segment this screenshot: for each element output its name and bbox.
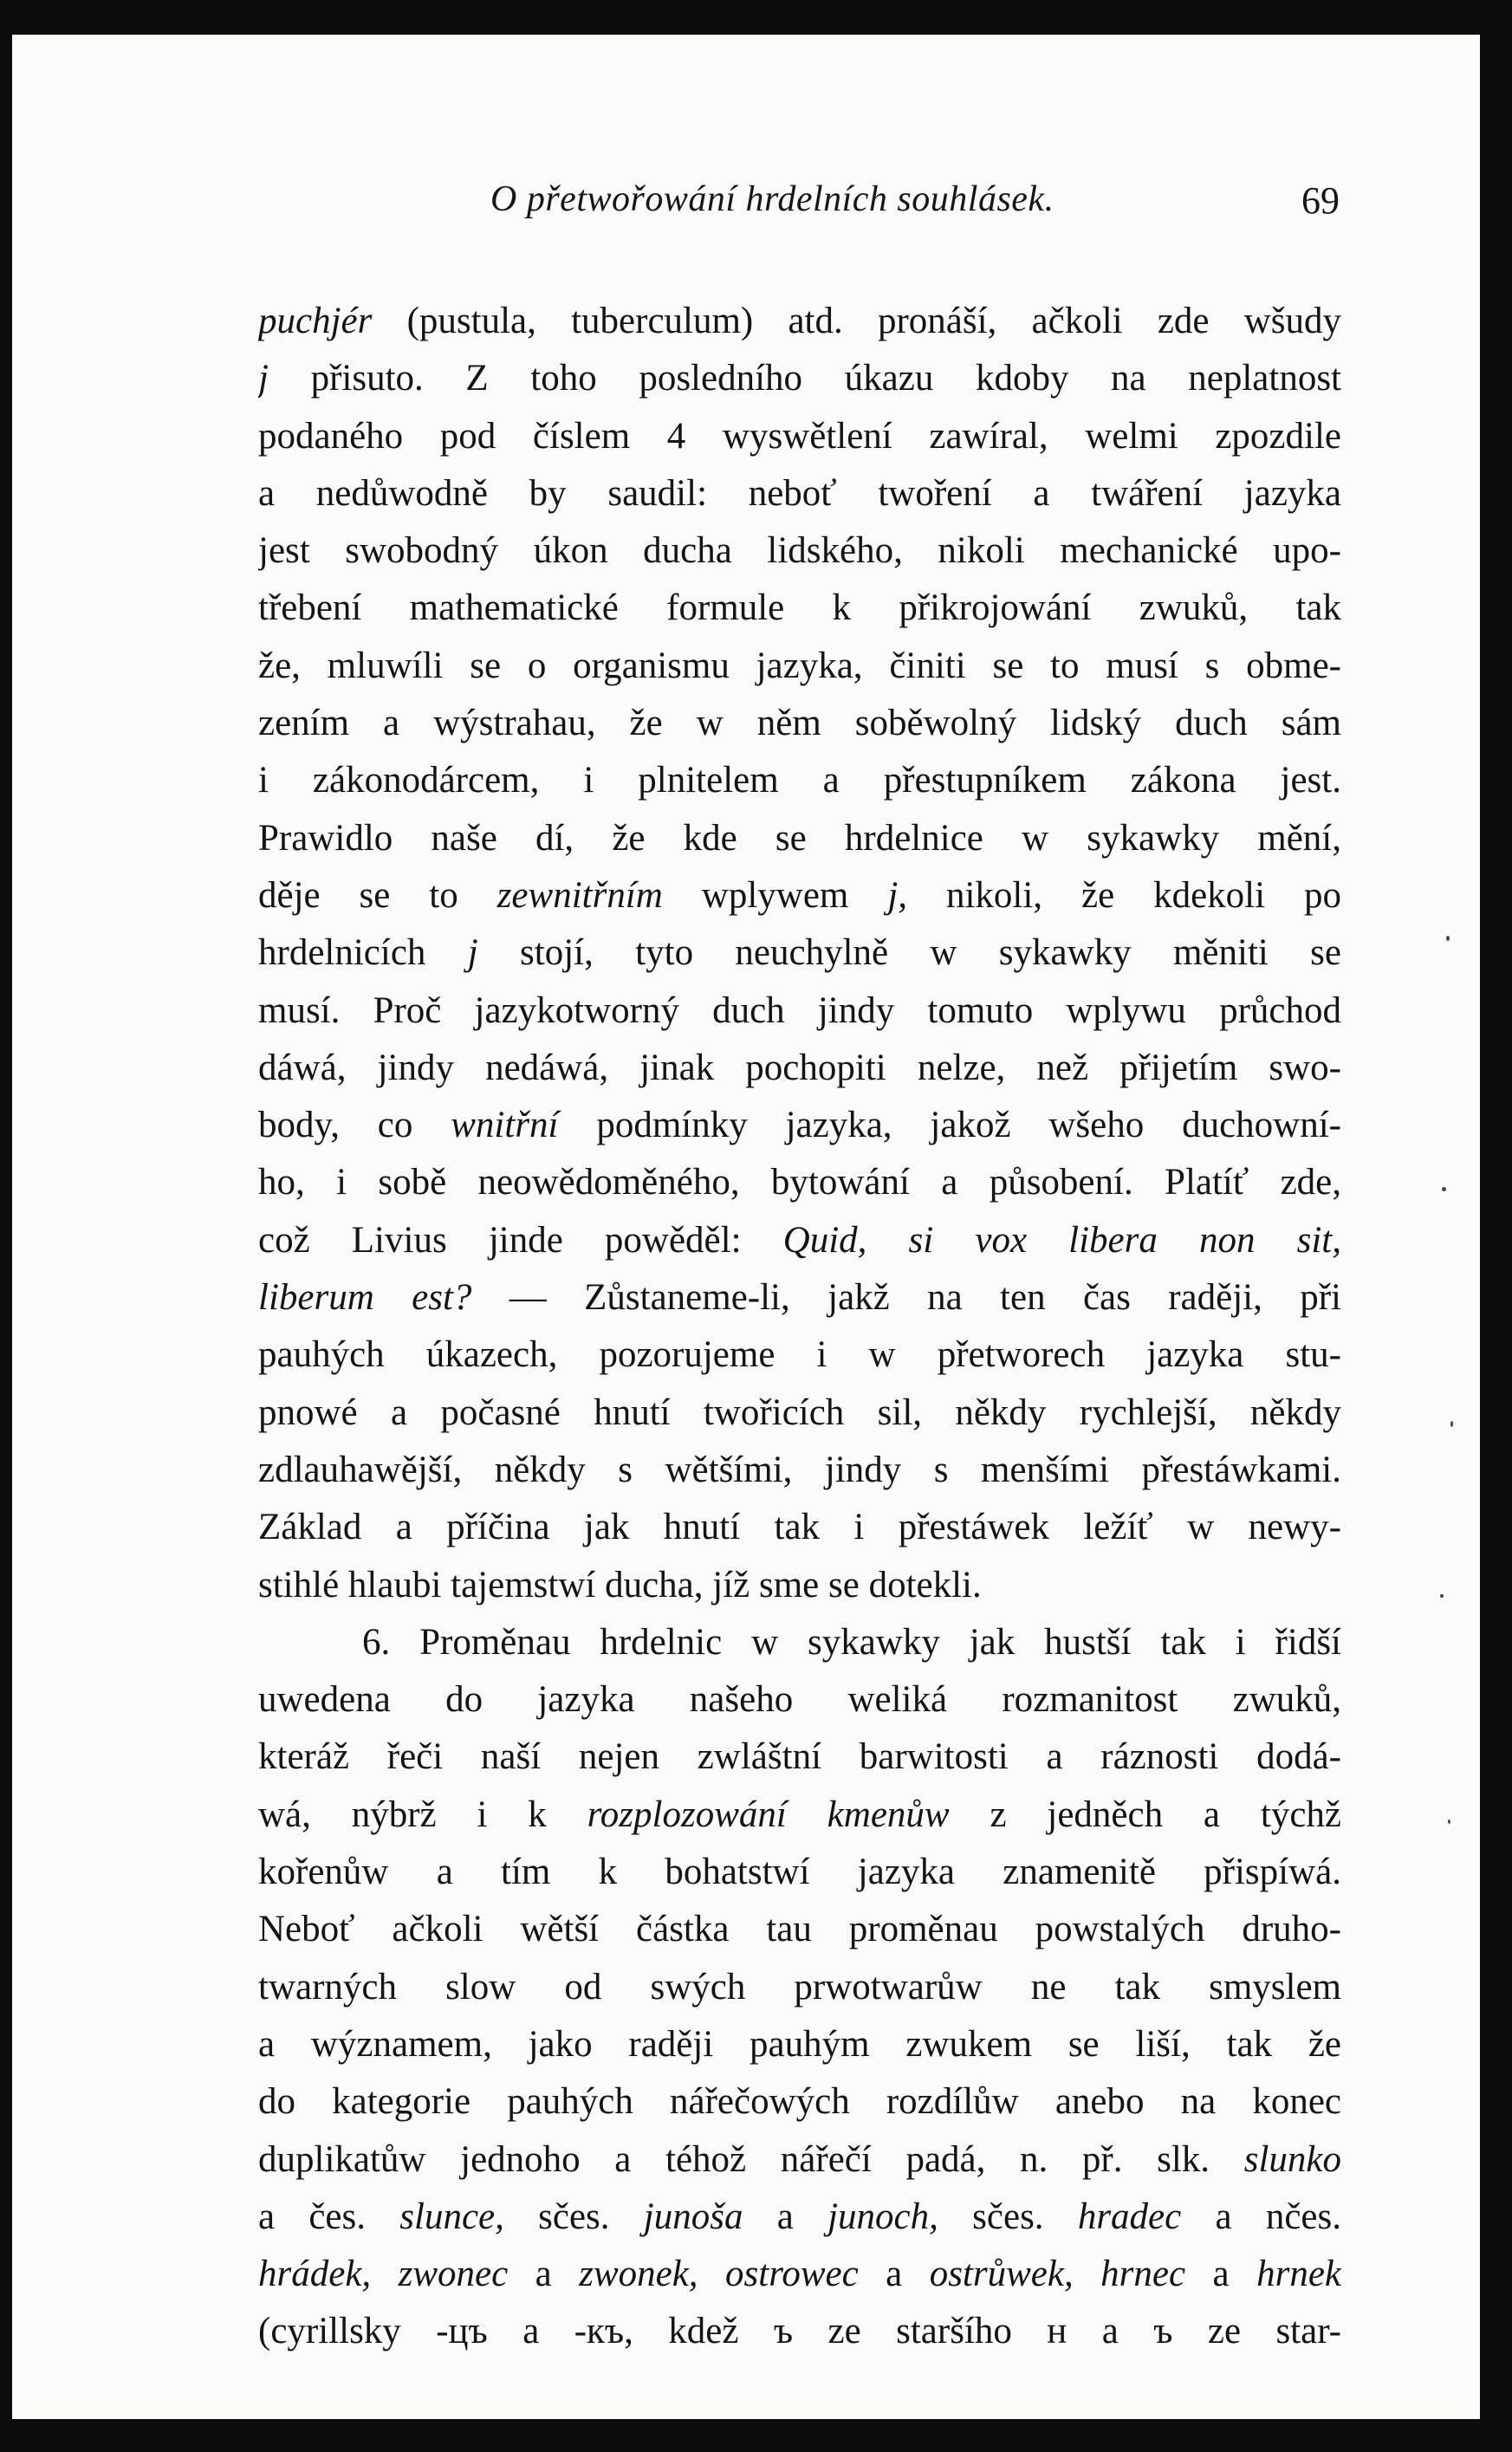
- text-run: twarných slow od swých prwotwarůw ne tak smyslem: [258, 1966, 1341, 2008]
- text-line: [258, 350, 1341, 407]
- italic-text: slunce,: [399, 2196, 504, 2237]
- text-line: [258, 1269, 1341, 1327]
- italic-text: wnitřní: [451, 1105, 559, 1146]
- italic-text: rozplozowání kmenůw: [587, 1794, 950, 1835]
- text-line: [258, 752, 1341, 809]
- scan-speck: [1442, 1187, 1446, 1191]
- text-line: [258, 2073, 1341, 2131]
- text-run: jest swobodný úkon ducha lidského, nikoli mechanické upo-: [258, 530, 1341, 572]
- text-line: [258, 695, 1341, 752]
- text-run: přisuto. Z toho posledního úkazu kdoby na neplatnost: [268, 358, 1341, 399]
- italic-text: hrádek, zwonec: [258, 2254, 509, 2295]
- text-run: kteráž řeči naší nejen zwláštní barwitosti a ráznosti dodá-: [258, 1736, 1341, 1778]
- text-line: [258, 1442, 1341, 1499]
- text-run: body, co: [258, 1105, 451, 1146]
- text-line: [258, 1097, 1341, 1154]
- text-line: [258, 293, 1341, 350]
- italic-text: hradec: [1077, 2196, 1182, 2237]
- text-line: [258, 867, 1341, 924]
- text-line: [258, 810, 1341, 867]
- text-run: wá, nýbrž i k: [258, 1794, 587, 1835]
- italic-text: slunko: [1243, 2138, 1341, 2180]
- text-run: do kategorie pauhých nářečowých rozdílůw anebo na konec: [258, 2081, 1341, 2123]
- text-line: [258, 580, 1341, 637]
- text-run: zdlauhawější, někdy s wětšími, jindy s menšími přestáwkami.: [258, 1449, 1341, 1490]
- text-line: [258, 1557, 1341, 1614]
- text-line: [258, 522, 1341, 580]
- text-line: [258, 1499, 1341, 1556]
- text-run: Prawidlo naše dí, že kde se hrdelnice w sykawky mění,: [258, 817, 1341, 859]
- text-run: a wýznamem, jako raději pauhým zwukem se liší, tak že: [258, 2023, 1341, 2065]
- text-line: [258, 2189, 1341, 2246]
- italic-text: j: [467, 932, 478, 974]
- text-line: [258, 2303, 1341, 2360]
- scan-speck: [1448, 1820, 1450, 1824]
- running-head: O přetwořowání hrdelních souhlásek.: [490, 179, 1055, 219]
- text-line: [258, 1844, 1341, 1901]
- text-run: uwedena do jazyka našeho weliká rozmanitost zwuků,: [258, 1679, 1341, 1721]
- text-line: [258, 1385, 1341, 1442]
- text-run: 6. Proměnau hrdelnic w sykawky jak hustší tak i řidší: [362, 1621, 1341, 1663]
- scan-speck: [1450, 1421, 1453, 1427]
- text-run: třebení mathematické formule k přikrojowání zwuků, tak: [258, 587, 1341, 629]
- book-page: [12, 35, 1480, 2419]
- text-run: děje se to: [258, 874, 497, 916]
- text-line: [258, 983, 1341, 1040]
- text-run: i zákonodárcem, i plnitelem a přestupníkem zákona jest.: [258, 760, 1341, 801]
- italic-text: zewnitřním: [496, 874, 663, 916]
- italic-text: ostrůwek, hrnec: [929, 2254, 1186, 2295]
- text-run: a: [743, 2196, 828, 2237]
- text-run: z jedněch a týchž: [949, 1794, 1341, 1835]
- text-line: [258, 1327, 1341, 1384]
- text-run: — Zůstaneme-li, jakž na ten čas raději, při: [471, 1277, 1341, 1319]
- text-run: zením a wýstrahau, že w něm soběwolný lidský duch sám: [258, 703, 1341, 744]
- text-run: což Livius jinde powěděl:: [258, 1219, 783, 1261]
- text-run: (cyrillsky -цъ a -къ, kdež ъ ze staršího н a ъ ze star-: [258, 2311, 1341, 2352]
- italic-text: junoša: [643, 2196, 743, 2237]
- italic-text: hrnek: [1256, 2254, 1341, 2295]
- italic-text: puchjér: [258, 301, 373, 341]
- text-run: duplikatůw jednoho a téhož nářečí padá, n. př. slk.: [258, 2138, 1244, 2180]
- text-line: [258, 1959, 1341, 2016]
- text-line: [258, 408, 1341, 465]
- italic-text: j,: [887, 874, 908, 916]
- text-run: stihlé hlaubi tajemstwí ducha, jíž sme se dotekli.: [258, 1564, 982, 1605]
- text-run: wplywem: [662, 874, 888, 916]
- text-run: musí. Proč jazykotworný duch jindy tomuto wplywu průchod: [258, 989, 1341, 1031]
- text-run: kořenůw a tím k bohatstwí jazyka znamenitě přispíwá.: [258, 1852, 1341, 1893]
- text-line: [258, 1040, 1341, 1097]
- page-number: 69: [1301, 179, 1340, 222]
- text-run: a: [1185, 2254, 1257, 2295]
- text-line: [258, 1901, 1341, 1958]
- scan-speck: [1446, 936, 1450, 941]
- text-run: Neboť ačkoli wětší částka tau proměnau powstalých druho-: [258, 1909, 1341, 1950]
- text-run: a: [508, 2254, 580, 2295]
- text-run: dáwá, jindy nedáwá, jinak pochopiti nelze, než přijetím swo-: [258, 1047, 1341, 1088]
- text-run: (pustula, tuberculum) atd. pronáší, ačkoli zde wšudy: [372, 301, 1341, 341]
- text-run: a nčes.: [1181, 2196, 1341, 2237]
- text-run: a nedůwodně by saudil: neboť twoření a twáření jazyka: [258, 472, 1341, 514]
- page-header: [490, 178, 1340, 239]
- text-line: [258, 465, 1341, 522]
- text-line: [258, 2246, 1341, 2303]
- text-line: [258, 1787, 1341, 1844]
- text-line: [258, 924, 1341, 982]
- text-run: sčes.: [938, 2196, 1078, 2237]
- text-line: [258, 1614, 1341, 1671]
- italic-text: liberum est?: [258, 1277, 472, 1319]
- italic-text: Quid, si vox libera non sit,: [782, 1219, 1341, 1261]
- text-run: nikoli, že kdekoli po: [907, 874, 1341, 916]
- text-run: a čes.: [258, 2196, 400, 2237]
- text-line: [258, 1154, 1341, 1211]
- text-run: hrdelnicích: [258, 932, 468, 974]
- text-line: [258, 2016, 1341, 2073]
- text-run: že, mluwíli se o organismu jazyka, činiti se to musí s obme-: [258, 645, 1341, 686]
- italic-text: j: [258, 358, 269, 399]
- text-run: Základ a příčina jak hnutí tak i přestáwek ležíť w newy-: [258, 1507, 1341, 1548]
- text-run: pnowé a počasné hnutí twořicích sil, někdy rychlejší, někdy: [258, 1391, 1341, 1433]
- text-run: podmínky jazyka, jakož wšeho duchowní-: [558, 1105, 1341, 1146]
- italic-text: zwonek, ostrowec: [579, 2254, 859, 2295]
- italic-text: junoch,: [827, 2196, 938, 2237]
- text-run: ho, i sobě neowědoměného, bytowání a působení. Platíť zde,: [258, 1162, 1341, 1203]
- body-text: [258, 293, 1341, 2361]
- text-run: stojí, tyto neuchylně w sykawky měniti se: [477, 932, 1341, 974]
- text-run: podaného pod číslem 4 wyswětlení zawíral, welmi zpozdile: [258, 415, 1341, 457]
- text-run: pauhých úkazech, pozorujeme i w přetworech jazyka stu-: [258, 1334, 1341, 1376]
- text-line: [258, 1671, 1341, 1729]
- text-line: [258, 2131, 1341, 2189]
- text-line: [258, 1212, 1341, 1269]
- text-run: sčes.: [503, 2196, 644, 2237]
- scan-speck: [1440, 1594, 1444, 1598]
- text-run: a: [858, 2254, 930, 2295]
- text-line: [258, 638, 1341, 695]
- text-line: [258, 1729, 1341, 1786]
